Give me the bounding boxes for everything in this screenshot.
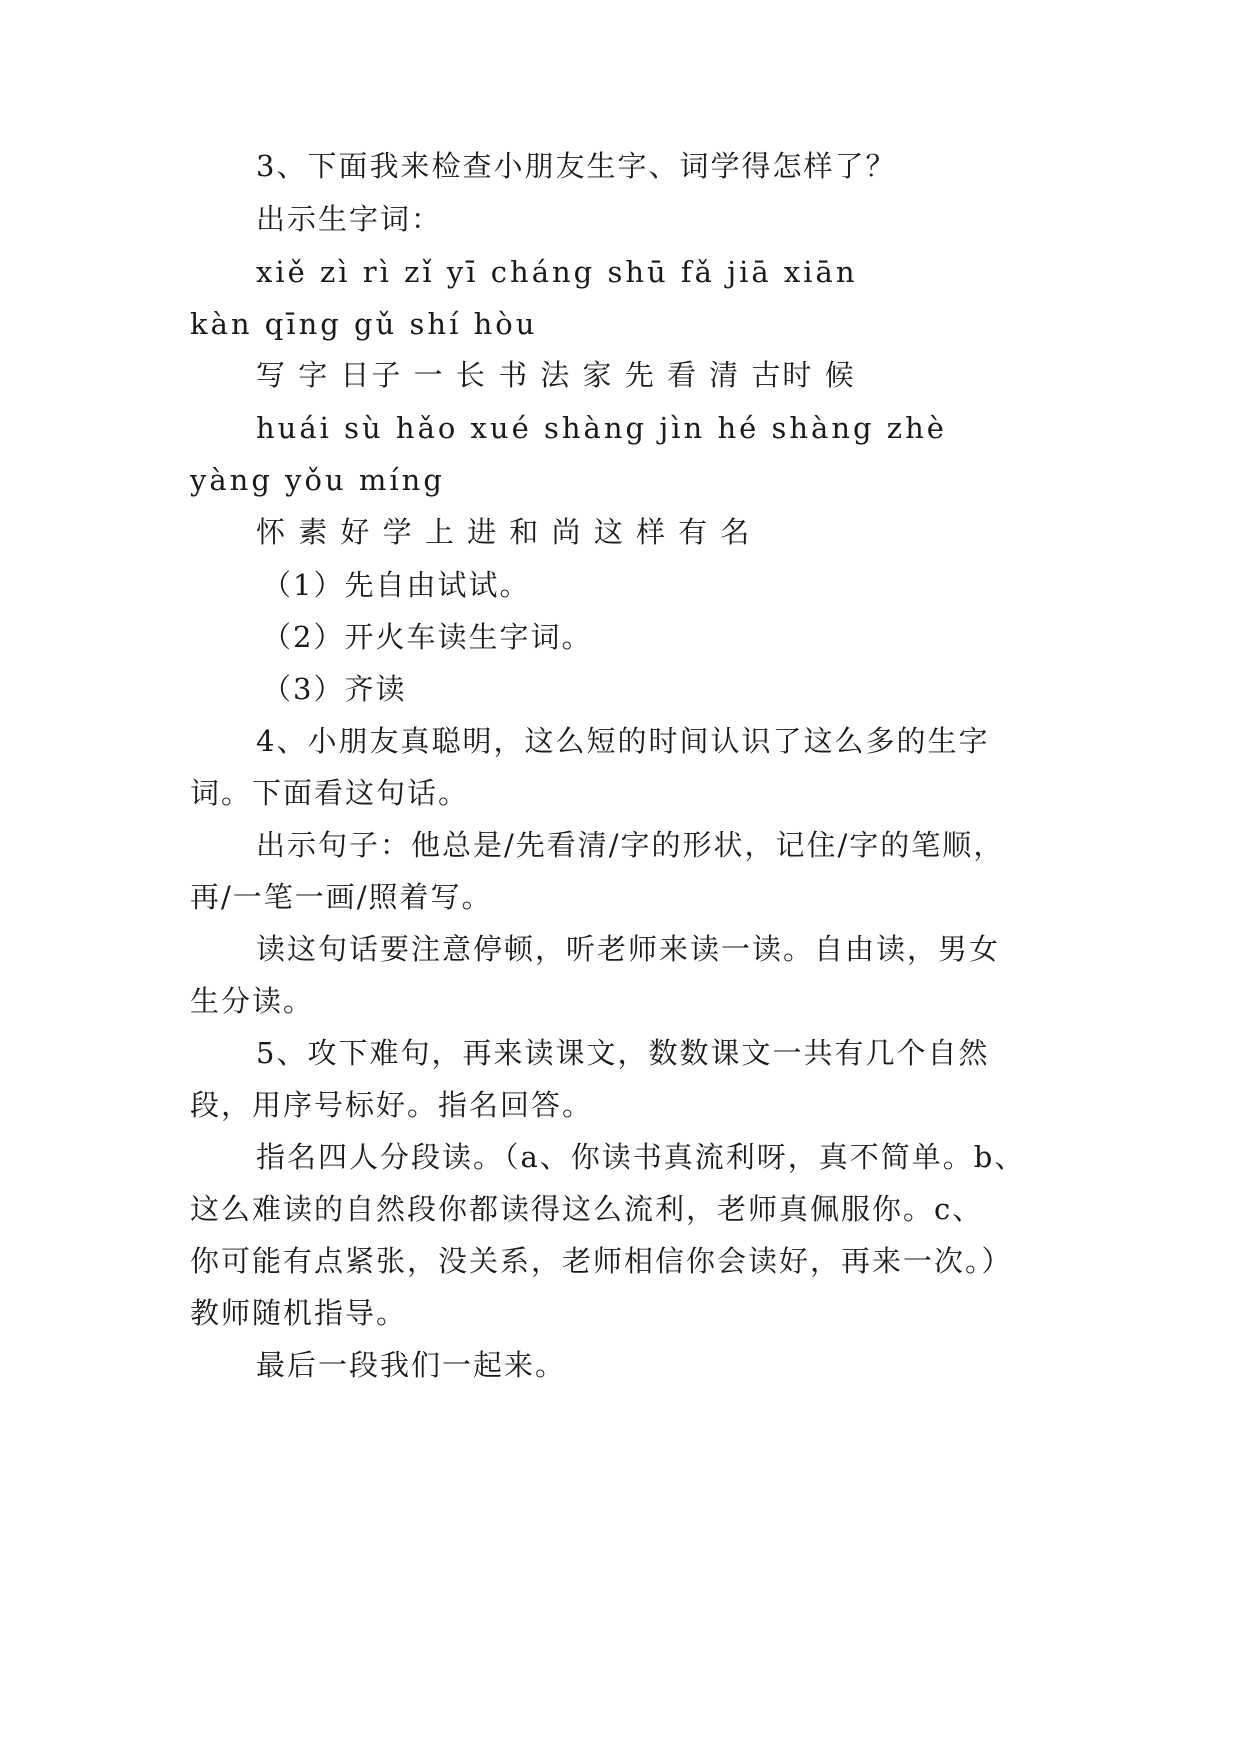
final-paragraph: 最后一段我们一起来。 bbox=[256, 1348, 567, 1382]
pinyin-line-1: xiě zì rì zǐ yī cháng shū fǎ jiā xiān bbox=[256, 255, 858, 289]
sentence-paragraph: 出示句子：他总是/先看清/字的形状，记住/字的笔顺， bbox=[256, 828, 1005, 862]
sub-step-3: （3）齐读 bbox=[262, 672, 407, 706]
step-4-paragraph-cont: 词。下面看这句话。 bbox=[190, 776, 470, 810]
hanzi-line-1: 写 字 日子 一 长 书 法 家 先 看 清 古时 候 bbox=[256, 358, 856, 392]
group-reading-paragraph: 指名四人分段读。（a、你读书真流利呀，真不简单。b、 bbox=[256, 1140, 1026, 1174]
pinyin-line-2-cont: yàng yǒu míng bbox=[190, 463, 445, 497]
step-5-paragraph-cont: 段，用序号标好。指名回答。 bbox=[190, 1088, 594, 1122]
step-4-paragraph: 4、小朋友真聪明，这么短的时间认识了这么多的生字 bbox=[256, 724, 990, 758]
show-words-label: 出示生字词： bbox=[256, 202, 443, 236]
step-3-heading: 3、下面我来检查小朋友生字、词学得怎样了？ bbox=[256, 149, 897, 183]
group-reading-paragraph-cont-1: 这么难读的自然段你都读得这么流利，老师真佩服你。c、 bbox=[190, 1192, 984, 1226]
sentence-paragraph-cont: 再/一笔一画/照着写。 bbox=[190, 880, 493, 914]
group-reading-paragraph-cont-2: 你可能有点紧张，没关系，老师相信你会读好，再来一次。） bbox=[190, 1244, 1013, 1278]
group-reading-paragraph-cont-3: 教师随机指导。 bbox=[190, 1296, 408, 1330]
pinyin-line-2: huái sù hǎo xué shàng jìn hé shàng zhè bbox=[256, 411, 947, 445]
sub-step-1: （1）先自由试试。 bbox=[262, 568, 531, 602]
sub-step-2: （2）开火车读生字词。 bbox=[262, 620, 593, 654]
reading-paragraph: 读这句话要注意停顿，听老师来读一读。自由读，男女 bbox=[256, 932, 1001, 966]
pinyin-line-1-cont: kàn qīng gǔ shí hòu bbox=[190, 307, 538, 341]
hanzi-line-2: 怀 素 好 学 上 进 和 尚 这 样 有 名 bbox=[256, 515, 752, 549]
step-5-paragraph: 5、攻下难句，再来读课文，数数课文一共有几个自然 bbox=[256, 1036, 990, 1070]
reading-paragraph-cont: 生分读。 bbox=[190, 984, 315, 1018]
